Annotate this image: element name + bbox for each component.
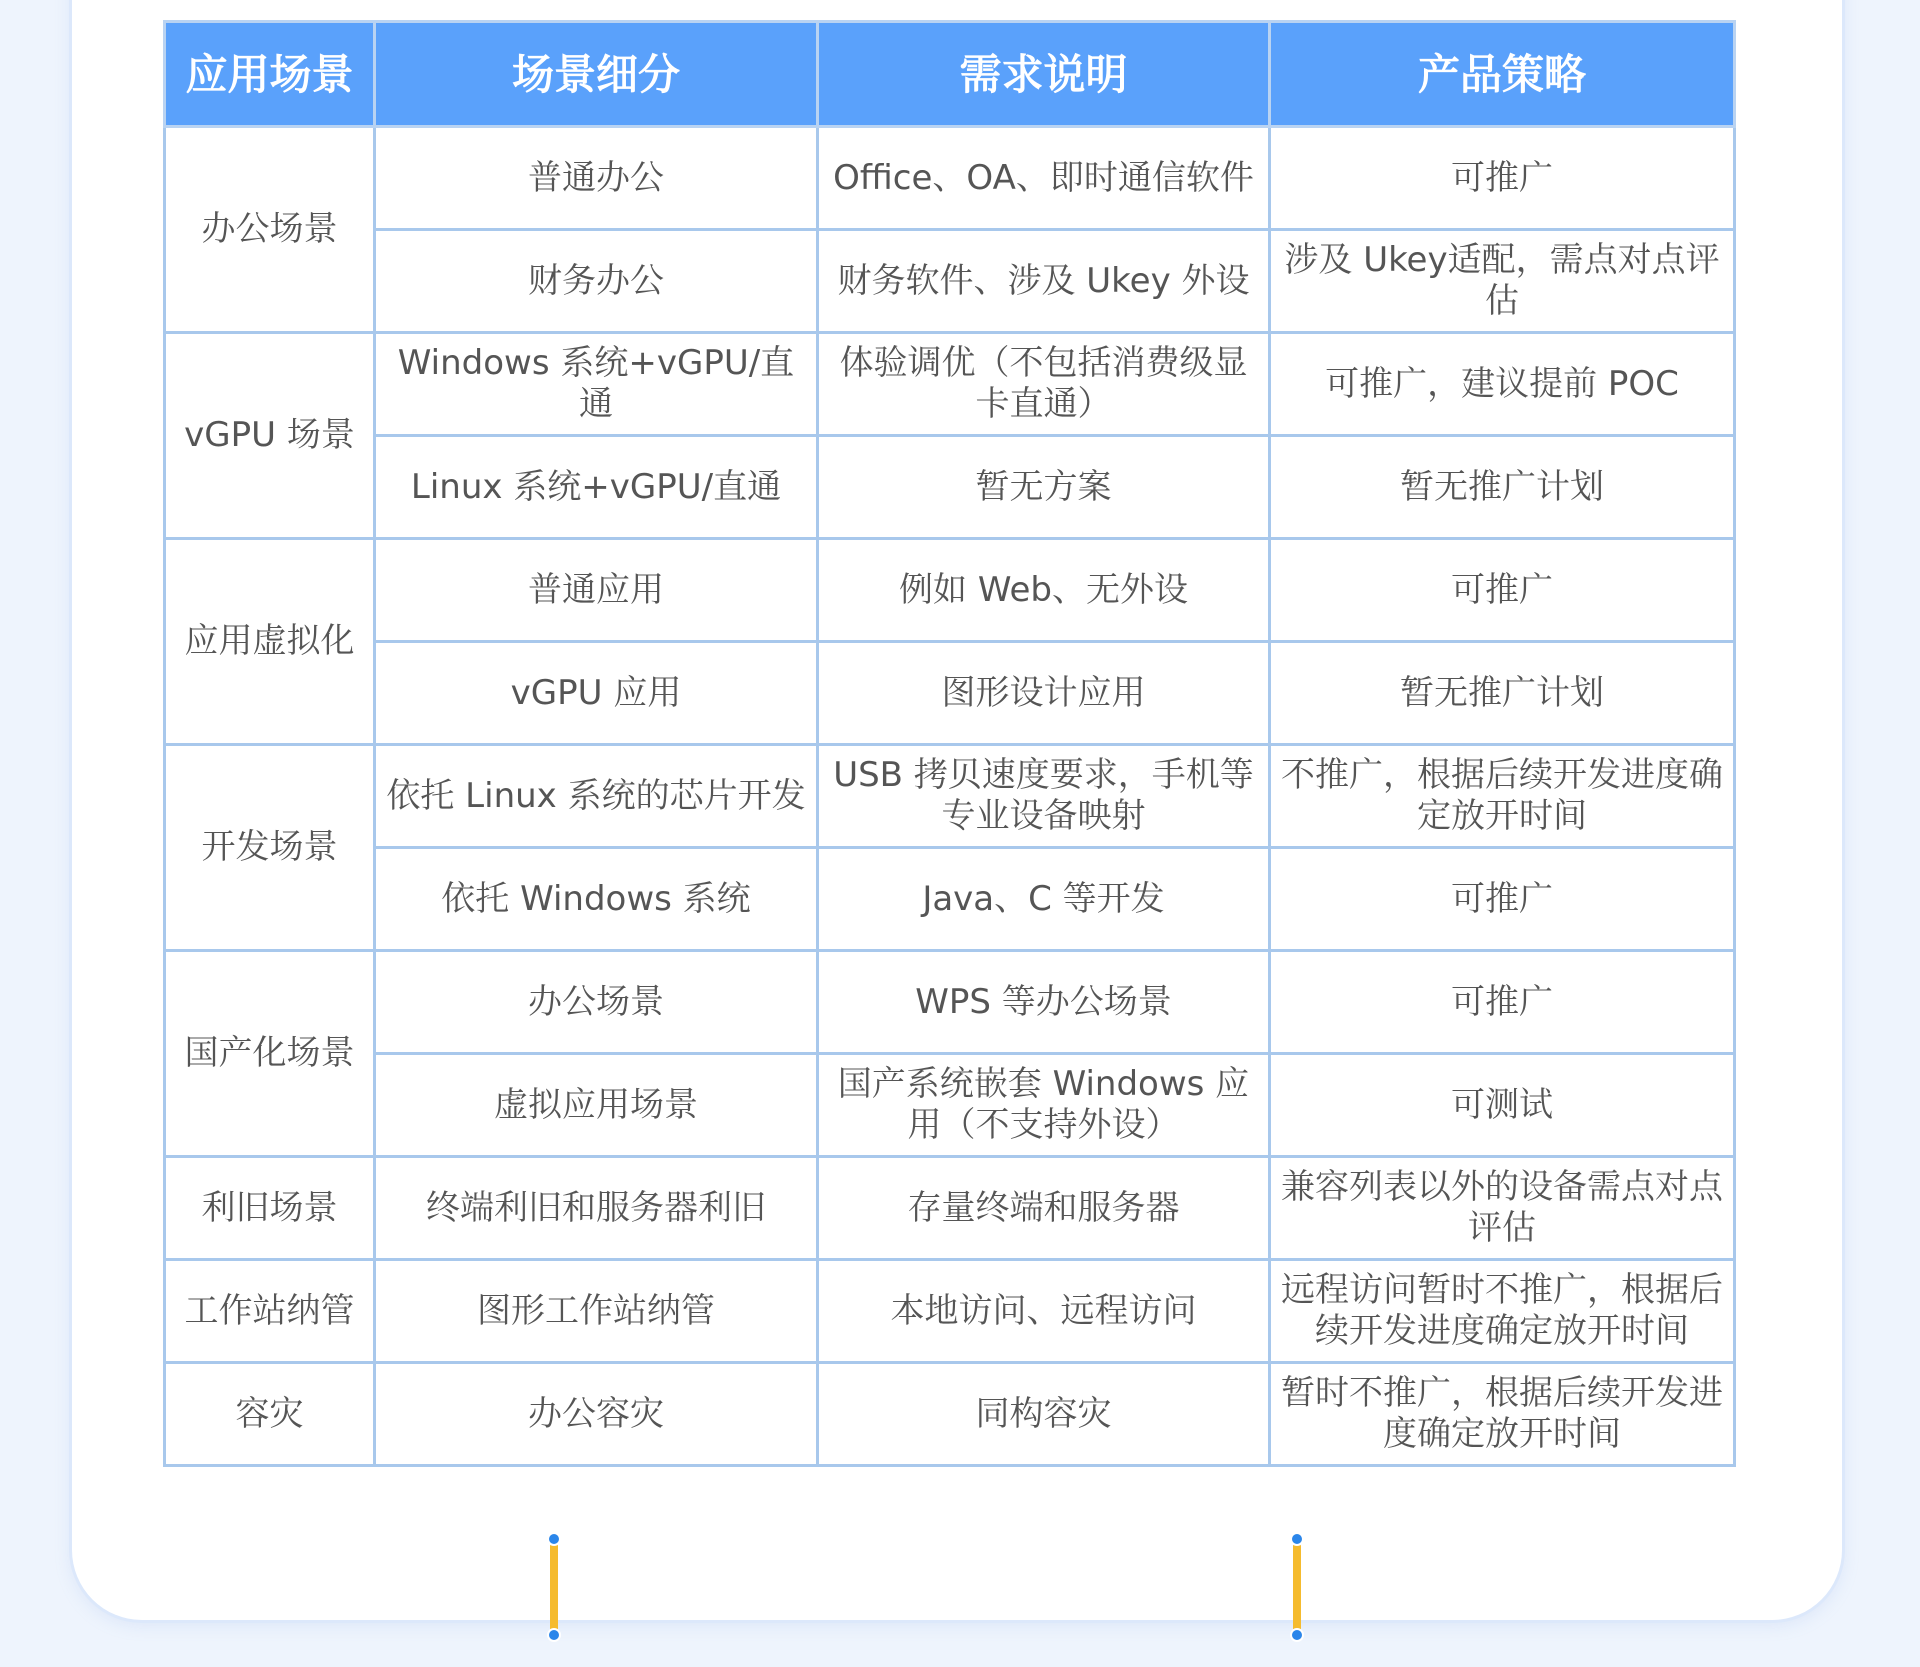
scene-cell: 国产化场景 xyxy=(165,951,375,1157)
table-row xyxy=(165,230,1735,333)
table-row xyxy=(165,436,1735,539)
connector-dot-top xyxy=(547,1532,561,1546)
table-row xyxy=(165,1260,1735,1363)
binder-connector-left xyxy=(547,1532,561,1642)
requirement-cell: 例如 Web、无外设 xyxy=(818,539,1270,642)
connector-bar xyxy=(1293,1542,1301,1634)
strategy-cell: 可测试 xyxy=(1270,1054,1735,1157)
strategy-cell: 可推广 xyxy=(1270,127,1735,230)
subdivision-cell: 普通办公 xyxy=(375,127,818,230)
binder-connector-right xyxy=(1290,1532,1304,1642)
subdivision-cell: Windows 系统+vGPU/直通 xyxy=(375,333,818,436)
table-row xyxy=(165,539,1735,642)
requirement-cell: Java、C 等开发 xyxy=(818,848,1270,951)
strategy-cell: 远程访问暂时不推广，根据后续开发进度确定放开时间 xyxy=(1270,1260,1735,1363)
requirement-cell: 本地访问、远程访问 xyxy=(818,1260,1270,1363)
connector-dot-top xyxy=(1290,1532,1304,1546)
strategy-cell: 可推广 xyxy=(1270,951,1735,1054)
scene-cell: vGPU 场景 xyxy=(165,333,375,539)
strategy-cell: 可推广，建议提前 POC xyxy=(1270,333,1735,436)
scene-cell: 应用虚拟化 xyxy=(165,539,375,745)
header-scene: 应用场景 xyxy=(165,22,375,127)
subdivision-cell: 办公容灾 xyxy=(375,1363,818,1466)
table-row xyxy=(165,127,1735,230)
subdivision-cell: 终端利旧和服务器利旧 xyxy=(375,1157,818,1260)
header-strategy: 产品策略 xyxy=(1270,22,1735,127)
requirement-cell: Office、OA、即时通信软件 xyxy=(818,127,1270,230)
table-row xyxy=(165,1363,1735,1466)
requirement-cell: 图形设计应用 xyxy=(818,642,1270,745)
strategy-cell: 暂无推广计划 xyxy=(1270,642,1735,745)
subdivision-cell: vGPU 应用 xyxy=(375,642,818,745)
header-subdivision: 场景细分 xyxy=(375,22,818,127)
subdivision-cell: 虚拟应用场景 xyxy=(375,1054,818,1157)
requirement-cell: 暂无方案 xyxy=(818,436,1270,539)
requirement-cell: 体验调优（不包括消费级显卡直通） xyxy=(818,333,1270,436)
requirement-cell: 存量终端和服务器 xyxy=(818,1157,1270,1260)
table-row xyxy=(165,1157,1735,1260)
table-row xyxy=(165,848,1735,951)
requirement-cell: 国产系统嵌套 Windows 应用（不支持外设） xyxy=(818,1054,1270,1157)
table-header-row xyxy=(165,22,1735,127)
requirement-cell: WPS 等办公场景 xyxy=(818,951,1270,1054)
scenario-strategy-table xyxy=(163,20,1736,1467)
connector-bar xyxy=(550,1542,558,1634)
strategy-cell: 暂无推广计划 xyxy=(1270,436,1735,539)
scene-cell: 办公场景 xyxy=(165,127,375,333)
subdivision-cell: 普通应用 xyxy=(375,539,818,642)
table-row xyxy=(165,333,1735,436)
connector-dot-bottom xyxy=(547,1628,561,1642)
table-row xyxy=(165,642,1735,745)
subdivision-cell: 办公场景 xyxy=(375,951,818,1054)
connector-dot-bottom xyxy=(1290,1628,1304,1642)
requirement-cell: 同构容灾 xyxy=(818,1363,1270,1466)
strategy-cell: 不推广，根据后续开发进度确定放开时间 xyxy=(1270,745,1735,848)
header-requirement: 需求说明 xyxy=(818,22,1270,127)
subdivision-cell: 依托 Windows 系统 xyxy=(375,848,818,951)
subdivision-cell: 财务办公 xyxy=(375,230,818,333)
subdivision-cell: 图形工作站纳管 xyxy=(375,1260,818,1363)
subdivision-cell: 依托 Linux 系统的芯片开发 xyxy=(375,745,818,848)
scene-cell: 开发场景 xyxy=(165,745,375,951)
strategy-cell: 可推广 xyxy=(1270,539,1735,642)
table-row xyxy=(165,951,1735,1054)
requirement-cell: USB 拷贝速度要求，手机等专业设备映射 xyxy=(818,745,1270,848)
strategy-cell: 涉及 Ukey适配，需点对点评估 xyxy=(1270,230,1735,333)
scene-cell: 工作站纳管 xyxy=(165,1260,375,1363)
strategy-cell: 暂时不推广，根据后续开发进度确定放开时间 xyxy=(1270,1363,1735,1466)
strategy-cell: 可推广 xyxy=(1270,848,1735,951)
table-row xyxy=(165,745,1735,848)
table-row xyxy=(165,1054,1735,1157)
scene-cell: 容灾 xyxy=(165,1363,375,1466)
subdivision-cell: Linux 系统+vGPU/直通 xyxy=(375,436,818,539)
scene-cell: 利旧场景 xyxy=(165,1157,375,1260)
requirement-cell: 财务软件、涉及 Ukey 外设 xyxy=(818,230,1270,333)
strategy-cell: 兼容列表以外的设备需点对点评估 xyxy=(1270,1157,1735,1260)
